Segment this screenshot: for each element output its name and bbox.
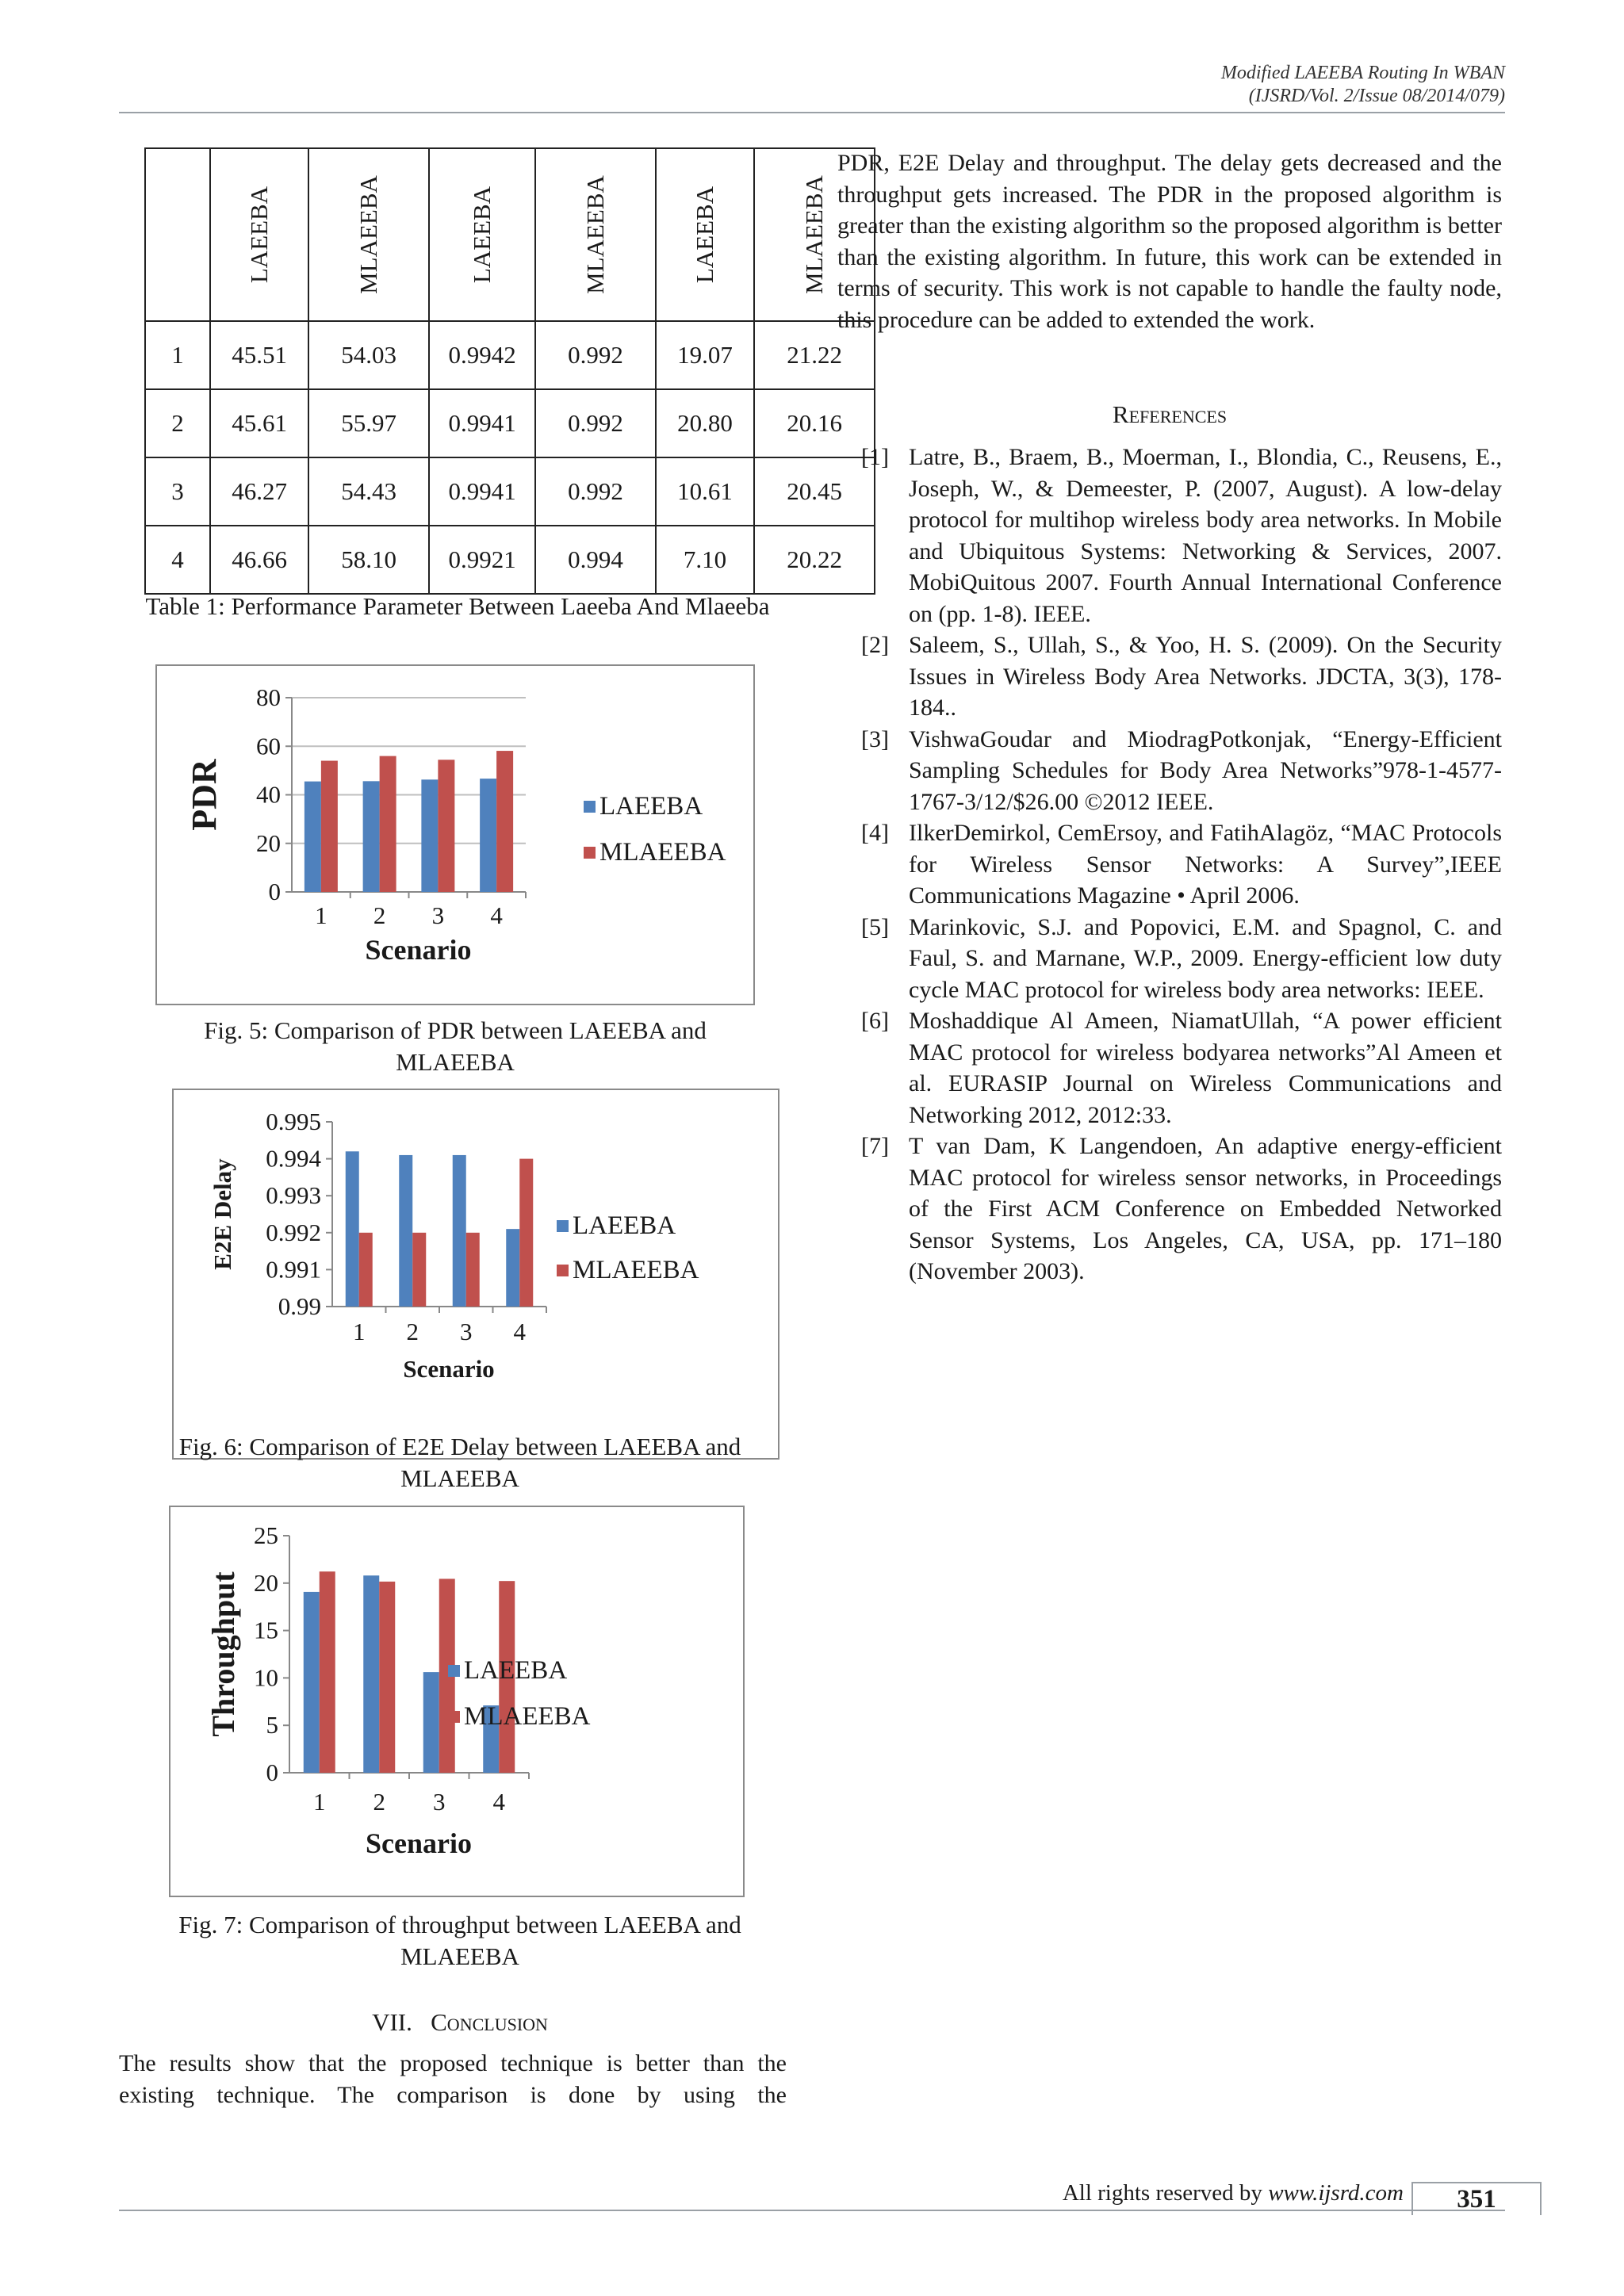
- x-tick-label: 1: [315, 901, 327, 929]
- x-tick-label: 4: [492, 1788, 505, 1816]
- legend-swatch-mlaeeba: [448, 1711, 460, 1723]
- table-header-row: [145, 148, 875, 321]
- conclusion-heading-number: VII.: [372, 2008, 412, 2036]
- bar-laeeba-2: [363, 1575, 379, 1773]
- table-header-cell: [145, 148, 210, 321]
- table-header-cell: MLAEEBA: [754, 148, 875, 321]
- table-cell: 2: [145, 389, 210, 457]
- bar-mlaeeba-1: [320, 1571, 335, 1773]
- table-cell: 20.80: [656, 389, 754, 457]
- table-row: [145, 457, 875, 526]
- legend-label-mlaeeba: MLAEEBA: [599, 838, 726, 867]
- x-tick-label: 2: [373, 1788, 385, 1816]
- bar-laeeba-3: [421, 779, 438, 892]
- performance-table: [144, 147, 875, 595]
- y-tick-label: 80: [256, 683, 281, 711]
- legend-swatch-laeeba: [584, 801, 596, 813]
- x-tick-label: 4: [490, 901, 503, 929]
- x-axis-title: Scenario: [403, 1355, 495, 1383]
- y-tick-label: 40: [256, 780, 281, 809]
- y-tick-label: 20: [254, 1568, 278, 1597]
- table-header-cell: LAEEBA: [656, 148, 754, 321]
- table-cell: 3: [145, 457, 210, 526]
- e2e-delay-chart: [172, 1089, 779, 1460]
- table-cell: 54.43: [308, 457, 429, 526]
- bar-laeeba-1: [346, 1151, 359, 1307]
- pdr-chart-svg: [157, 666, 753, 1004]
- fig5-caption: Fig. 5: Comparison of PDR between LAEEBA and MLAEEBA: [204, 1016, 707, 1076]
- y-tick-label: 0.99: [278, 1292, 321, 1320]
- bar-laeeba-3: [453, 1155, 466, 1307]
- conclusion-heading-text: Conclusion: [431, 2008, 548, 2036]
- reference-item: [3] VishwaGoudar and MiodragPotkonjak, “Energy-Efficient Sampling Schedules for Body Area Networks”978-1-4577-1767-3/12/$26.00 ©2012 IEEE.: [861, 725, 1502, 815]
- table-row: [145, 389, 875, 457]
- e2e-delay-chart-svg: [174, 1090, 778, 1458]
- y-tick-label: 0.995: [266, 1108, 321, 1135]
- x-tick-label: 1: [313, 1788, 326, 1816]
- bar-mlaeeba-2: [412, 1233, 426, 1307]
- y-tick-label: 15: [254, 1616, 278, 1644]
- bar-laeeba-4: [506, 1229, 519, 1307]
- table-cell: 55.97: [308, 389, 429, 457]
- y-tick-label: 60: [256, 732, 281, 760]
- bar-mlaeeba-4: [496, 751, 513, 892]
- table-cell: 19.07: [656, 321, 754, 389]
- table-cell: 21.22: [754, 321, 875, 389]
- y-tick-label: 25: [254, 1521, 278, 1549]
- legend-swatch-laeeba: [557, 1220, 569, 1232]
- x-tick-label: 2: [406, 1318, 419, 1345]
- y-axis-title: Throughput: [205, 1571, 241, 1737]
- y-axis-title: PDR: [185, 759, 224, 831]
- fig6-caption: Fig. 6: Comparison of E2E Delay between LAEEBA and MLAEEBA: [178, 1433, 741, 1492]
- y-tick-label: 0.994: [266, 1144, 321, 1173]
- reference-item: [1] Latre, B., Braem, B., Moerman, I., Blondia, C., Reusens, E., Joseph, W., & Demeester, P. (2007, August). A low-delay protocol for multihop wireless body area networks. In Mobile and Ubiquitous Systems: Networking & Services, 2007. MobiQuitous 2007. Fourth Annual International Conference on (pp. 1-8). IEEE.: [861, 444, 1502, 627]
- bar-mlaeeba-3: [438, 760, 454, 892]
- table-cell: 0.992: [535, 321, 656, 389]
- table-cell: 0.9941: [429, 457, 535, 526]
- table-cell: 0.9921: [429, 526, 535, 594]
- references-heading: References: [1112, 400, 1228, 428]
- footer-site-link[interactable]: www.ijsrd.com: [1268, 2180, 1404, 2206]
- bar-laeeba-1: [304, 782, 321, 892]
- conclusion-text-left: The results show that the proposed technique is better than the existing technique. The comparison is done by using the: [119, 2050, 787, 2108]
- bar-laeeba-1: [304, 1592, 320, 1773]
- y-tick-label: 20: [256, 828, 281, 857]
- y-tick-label: 10: [254, 1663, 278, 1692]
- table-cell: 0.992: [535, 457, 656, 526]
- table-cell: 20.45: [754, 457, 875, 526]
- table-cell: 7.10: [656, 526, 754, 594]
- reference-item: [4] IlkerDemirkol, CemErsoy, and FatihAlagöz, “MAC Protocols for Wireless Sensor Networks: A Survey”,IEEE Communications Magazine • April 2006.: [861, 820, 1502, 909]
- footer-rights: [1063, 2180, 1404, 2206]
- table-header-cell: LAEEBA: [429, 148, 535, 321]
- bar-mlaeeba-1: [321, 761, 338, 892]
- x-tick-label: 3: [433, 1788, 446, 1816]
- bar-laeeba-3: [423, 1672, 439, 1773]
- conclusion-text-right: PDR, E2E Delay and throughput. The delay gets decreased and the throughput gets increased. The PDR in the proposed algorithm is greater than the existing algorithm so the proposed algorithm is better than the existing algorithm. In future, this work can be extended in terms of security. This work is not capable to handle the faulty node, this procedure can be added to extended the work.: [837, 150, 1502, 333]
- x-tick-label: 3: [431, 901, 445, 929]
- table-cell: 58.10: [308, 526, 429, 594]
- bar-laeeba-2: [363, 781, 380, 892]
- table-row: [145, 321, 875, 389]
- y-tick-label: 5: [266, 1711, 278, 1739]
- bar-laeeba-2: [399, 1155, 412, 1307]
- bar-laeeba-4: [480, 779, 496, 892]
- legend-label-laeeba: LAEEBA: [573, 1211, 676, 1240]
- legend-swatch-mlaeeba: [557, 1265, 569, 1276]
- y-tick-label: 0.991: [266, 1255, 321, 1284]
- table-cell: 45.51: [210, 321, 308, 389]
- footer-rule: [119, 2210, 1505, 2211]
- table-cell: 54.03: [308, 321, 429, 389]
- table-header-cell: LAEEBA: [210, 148, 308, 321]
- table-cell: 46.27: [210, 457, 308, 526]
- y-tick-label: 0.993: [266, 1181, 321, 1210]
- table-cell: 0.994: [535, 526, 656, 594]
- table-row: [145, 526, 875, 594]
- table-cell: 4: [145, 526, 210, 594]
- y-tick-label: 0: [266, 1758, 278, 1786]
- running-header: [1221, 62, 1505, 108]
- reference-item: [2] Saleem, S., Ullah, S., & Yoo, H. S. (2009). On the Security Issues in Wireless Body Area Networks. JDCTA, 3(3), 178-184..: [861, 632, 1502, 721]
- y-tick-label: 0.992: [266, 1218, 321, 1246]
- conclusion-heading: [135, 2008, 785, 2037]
- table-header-cell: MLAEEBA: [308, 148, 429, 321]
- legend-label-laeeba: LAEEBA: [464, 1656, 568, 1685]
- table-cell: 0.992: [535, 389, 656, 457]
- x-tick-label: 1: [353, 1318, 366, 1345]
- table-cell: 0.9942: [429, 321, 535, 389]
- table-cell: 20.16: [754, 389, 875, 457]
- references-list: [837, 442, 1502, 1288]
- legend-label-laeeba: LAEEBA: [599, 792, 703, 821]
- page-number: 351: [1411, 2182, 1542, 2215]
- footer-rights-text: All rights reserved by: [1062, 2180, 1262, 2206]
- legend-swatch-mlaeeba: [584, 847, 596, 859]
- legend-label-mlaeeba: MLAEEBA: [573, 1256, 699, 1284]
- reference-item: [5] Marinkovic, S.J. and Popovici, E.M. and Spagnol, C. and Faul, S. and Marnane, W.P., 2009. Energy-efficient low duty cycle MAC protocol for wireless body area networks: IEEE.: [861, 913, 1502, 1003]
- throughput-chart: [169, 1506, 745, 1897]
- bar-mlaeeba-2: [379, 1582, 395, 1773]
- header-rule: [119, 112, 1505, 113]
- header-issue: (IJSRD/Vol. 2/Issue 08/2014/079): [1248, 86, 1505, 106]
- x-axis-title: Scenario: [365, 934, 472, 966]
- fig7-caption: Fig. 7: Comparison of throughput between LAEEBA and MLAEEBA: [178, 1911, 741, 1970]
- bar-mlaeeba-4: [519, 1159, 533, 1307]
- reference-item: [7] T van Dam, K Langendoen, An adaptive energy-efficient MAC protocol for wireless sensor networks, in Proceedings of the First ACM Conference on Embedded Networked Sensor Systems, Los Angeles, CA, USA, pp. 171–180 (November 2003).: [861, 1133, 1502, 1284]
- table-caption: Table 1: Performance Parameter Between Laeeba And Mlaeeba: [145, 592, 770, 620]
- table-cell: 45.61: [210, 389, 308, 457]
- y-tick-label: 0: [268, 878, 281, 905]
- x-tick-label: 4: [513, 1318, 526, 1345]
- y-axis-title: E2E Delay: [209, 1158, 236, 1270]
- reference-item: [6] Moshaddique Al Ameen, NiamatUllah, “A power efficient MAC protocol for wireless bodyarea networks”Al Ameen et al. EURASIP Journal on Wireless Communications and Networking 2012, 2012:33.: [861, 1008, 1502, 1128]
- header-title: Modified LAEEBA Routing In WBAN: [1220, 63, 1505, 83]
- pdr-chart: [155, 664, 755, 1005]
- table-cell: 0.9941: [429, 389, 535, 457]
- table-cell: 46.66: [210, 526, 308, 594]
- table-cell: 1: [145, 321, 210, 389]
- x-tick-label: 2: [373, 901, 386, 929]
- throughput-chart-svg: [170, 1507, 743, 1896]
- bar-mlaeeba-2: [380, 756, 396, 892]
- table-cell: 10.61: [656, 457, 754, 526]
- legend-label-mlaeeba: MLAEEBA: [464, 1702, 591, 1731]
- bar-mlaeeba-1: [359, 1233, 373, 1307]
- legend-swatch-laeeba: [448, 1665, 460, 1677]
- bar-mlaeeba-3: [466, 1233, 480, 1307]
- table-header-cell: MLAEEBA: [535, 148, 656, 321]
- x-tick-label: 3: [460, 1318, 473, 1345]
- x-axis-title: Scenario: [366, 1827, 472, 1859]
- table-cell: 20.22: [754, 526, 875, 594]
